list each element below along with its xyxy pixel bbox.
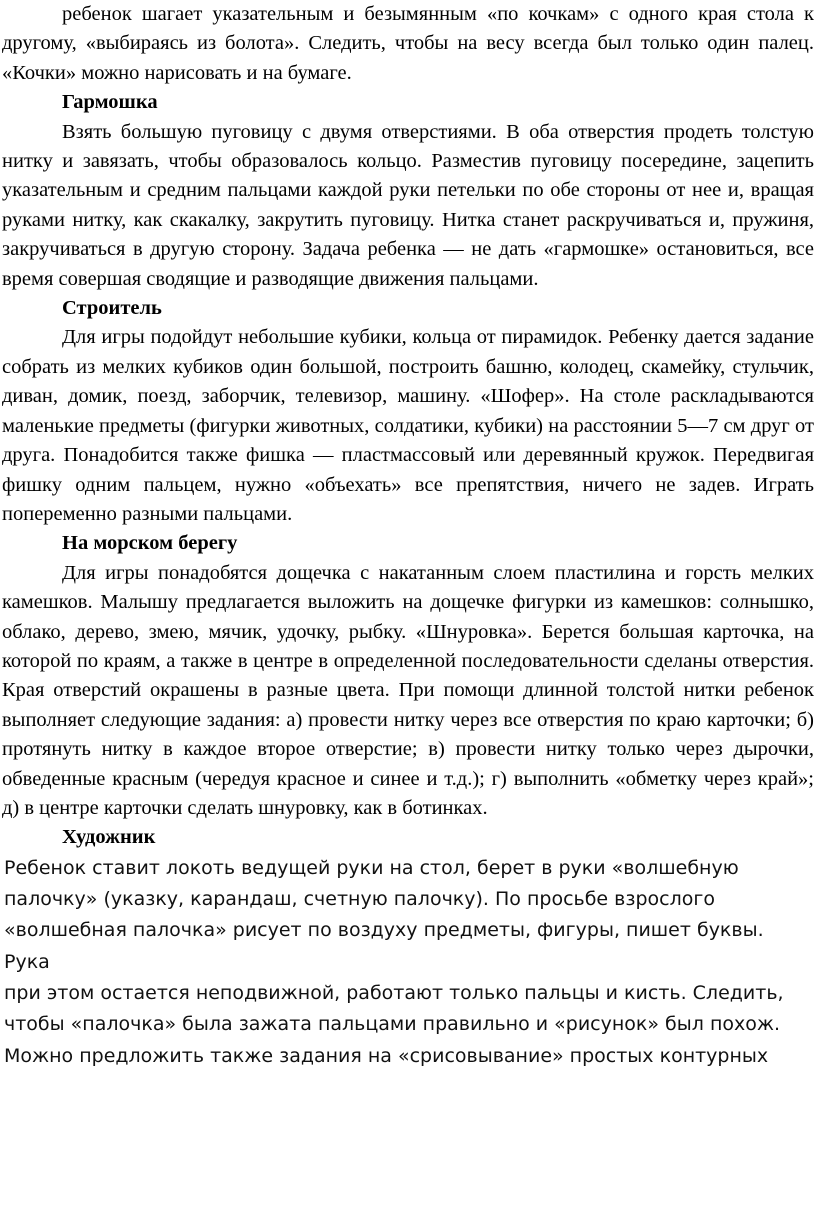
hudozhnik-text — [2, 853, 814, 1072]
hudozhnik-line: «волшебная палочка» рисует по воздуху предметы, фигуры, пишет буквы. Рука — [4, 919, 764, 973]
hudozhnik-line: при этом остается неподвижной, работают только пальцы и кисть. Следить, — [4, 981, 784, 1004]
heading-hudozhnik: Художник — [62, 826, 156, 849]
main-text — [2, 0, 814, 853]
heading-garmoshka: Гармошка — [62, 91, 158, 114]
heading-stroitel: Строитель — [62, 297, 162, 320]
paragraph-more: Для игры понадобятся дощечка с накатанным слоем пластилина и горсть мелких камешков. Малышу предлагается выложить на дощечке фигурки из камешков: солнышко, облако, дерево, змею, мячик, удочку, рыбку. «Шнуровка». Берется большая карточка, на которой по краям, а также в центре в определенной последовательности сделаны отверстия. Края отверстий окрашены в разные цвета. При помощи длинной толстой нитки ребенок выполняет следующие задания: а) провести нитку через все отверстия по краю карточки; б) протянуть нитку в каждое второе отверстие; в) провести нитку только через дырочки, обведенные красным (чередуя красное и синее и т.д.); г) выполнить «обметку через край»; д) в центре карточки сделать шнуровку, как в ботинках. — [2, 561, 814, 819]
paragraph-intro-tail: ребенок шагает указательным и безымянным «по кочкам» с одного края стола к другому, «выбираясь из болота». Следить, чтобы на весу всегда был только один палец. «Кочки» можно нарисовать и на бумаге. — [2, 3, 814, 84]
hudozhnik-line: чтобы «палочка» была зажата пальцами правильно и «рисунок» был похож. — [4, 1013, 781, 1036]
hudozhnik-line: Можно предложить также задания на «срисовывание» простых контурных — [4, 1044, 769, 1067]
hudozhnik-line: палочку» (указку, карандаш, счетную палочку). По просьбе взрослого — [4, 888, 715, 911]
paragraph-garmoshka: Взять большую пуговицу с двумя отверстиями. В оба отверстия продеть толстую нитку и завязать, чтобы образовалось кольцо. Разместив пуговицу посередине, зацепить указательным и средним пальцами каждой руки петельки по обе стороны от нее и, вращая руками нитку, как скакалку, закрутить пуговицу. Нитка станет раскручиваться и, пружиня, закручиваться в другую сторону. Задача ребенка — не дать «гармошке» остановиться, все время совершая сводящие и разводящие движения пальцами. — [2, 120, 814, 290]
hudozhnik-line: Ребенок ставит локоть ведущей руки на стол, берет в руки «волшебную — [4, 856, 739, 879]
paragraph-stroitel: Для игры подойдут небольшие кубики, кольца от пирамидок. Ребенку дается задание собрать из мелких кубиков один большой, построить башню, колодец, скамейку, стульчик, диван, домик, поезд, заборчик, телевизор, машину. «Шофер». На столе раскладываются маленькие предметы (фигурки животных, солдатики, кубики) на расстоянии 5—7 см друг от друга. Понадобится также фишка — пластмассовый или деревянный кружок. Передвигая фишку одним пальцем, нужно «объехать» все препятствия, ничего не задев. Играть попеременно разными пальцами. — [2, 326, 814, 525]
heading-more: На морском берегу — [62, 532, 238, 555]
